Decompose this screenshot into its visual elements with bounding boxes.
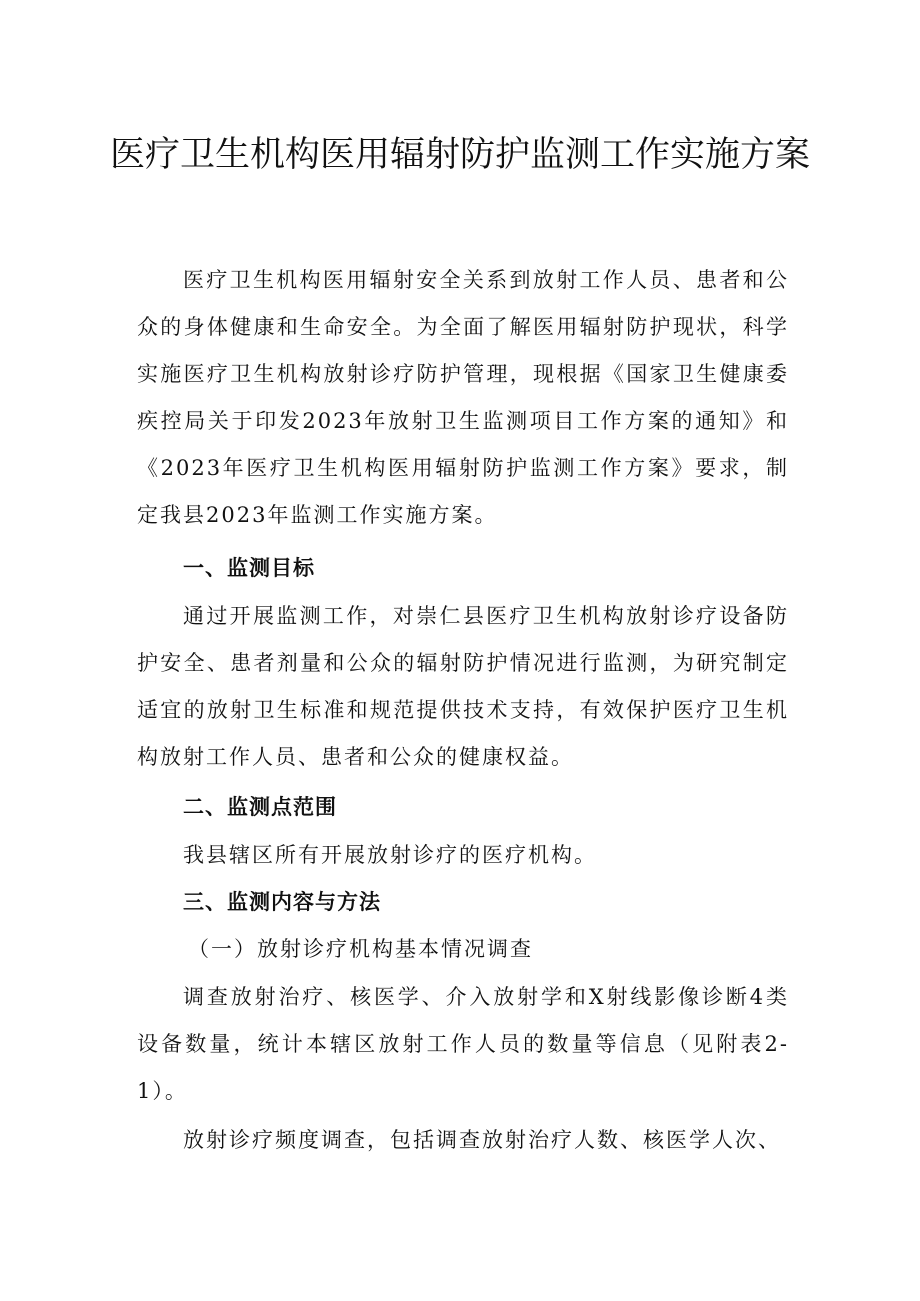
document-title: 医疗卫生机构医用辐射防护监测工作实施方案 — [109, 135, 810, 175]
section-3-paragraph: 调查放射治疗、核医学、介入放射学和X射线影像诊断4类设备数量，统计本辖区放射工作人员的数量等信息（见附表2-1）。 — [137, 985, 789, 1103]
section-1-paragraph: 通过开展监测工作，对崇仁县医疗卫生机构放射诊疗设备防护安全、患者剂量和公众的辐射防护情况进行监测，为研究制定适宜的放射卫生标准和规范提供技术支持，有效保护医疗卫生机构放射工作人员、患者和公众的健康权益。 — [137, 604, 789, 769]
section-3-paragraph-2: 放射诊疗频度调查，包括调查放射治疗人数、核医学人次、 — [183, 1128, 781, 1152]
section-2-paragraph: 我县辖区所有开展放射诊疗的医疗机构。 — [183, 843, 597, 867]
intro-paragraph: 医疗卫生机构医用辐射安全关系到放射工作人员、患者和公众的身体健康和生命安全。为全面了解医用辐射防护现状，科学实施医疗卫生机构放射诊疗防护管理，现根据《国家卫生健康委疾控局关于印发2023年放射卫生监测项目工作方案的通知》和《2023年医疗卫生机构医用辐射防护监测工作方案》要求，制定我县2023年监测工作实施方案。 — [137, 268, 789, 527]
section-heading-3: 三、监测内容与方法 — [183, 890, 381, 914]
section-heading-1: 一、监测目标 — [183, 556, 315, 580]
section-3-subheading: （一）放射诊疗机构基本情况调查 — [188, 937, 533, 961]
section-heading-2: 二、监测点范围 — [183, 795, 337, 819]
